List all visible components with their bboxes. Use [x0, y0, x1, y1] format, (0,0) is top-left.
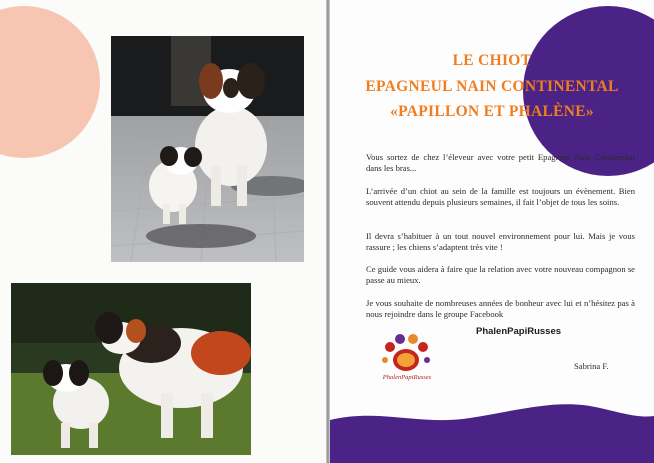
photo-top-illustration [111, 36, 304, 262]
paragraph-adaptation: Il devra s’habituer à un tout nouvel environnement pour lui. Mais je vous rassure ; les chiens s’adaptent très vite ! [366, 231, 635, 253]
facebook-group-name: PhalenPapiRusses [476, 326, 562, 337]
photo-two-papillon-dogs-on-pavement [111, 36, 304, 262]
photo-bottom-illustration [11, 283, 251, 455]
title-line-2: EPAGNEUL NAIN CONTINENTAL [365, 78, 619, 95]
title-line-3: «PAPILLON ET PHALÈNE» [390, 103, 594, 120]
logo-caption: PhalenPapiRusses [382, 374, 432, 381]
peach-circle-decoration [0, 6, 100, 158]
paw-logo-icon [376, 330, 436, 376]
purple-wave-decoration [330, 388, 654, 463]
signature: Sabrina F. [574, 361, 609, 371]
paragraph-arrival: L’arrivée d’un chiot au sein de la famille est toujours un évènement. Bien souvent attendu depuis plusieurs semaines, il fait l’objet de tous les soins. [366, 186, 635, 208]
paragraph-guide: Ce guide vous aidera à faire que la relation avec votre nouveau compagnon se passe au mieux. [366, 264, 635, 286]
photo-dogs-on-grass [11, 283, 251, 455]
paragraph-wishes: Je vous souhaite de nombreuses années de bonheur avec lui et n’hésitez pas à nous rejoindre dans le groupe Facebook [366, 298, 635, 320]
paragraph-intro: Vous sortez de chez l’éleveur avec votre petit Epagneul Nain Continental dans les bras... [366, 152, 635, 174]
left-page [0, 0, 326, 463]
title-line-1: LE CHIOT [452, 52, 532, 69]
right-page [330, 0, 654, 463]
